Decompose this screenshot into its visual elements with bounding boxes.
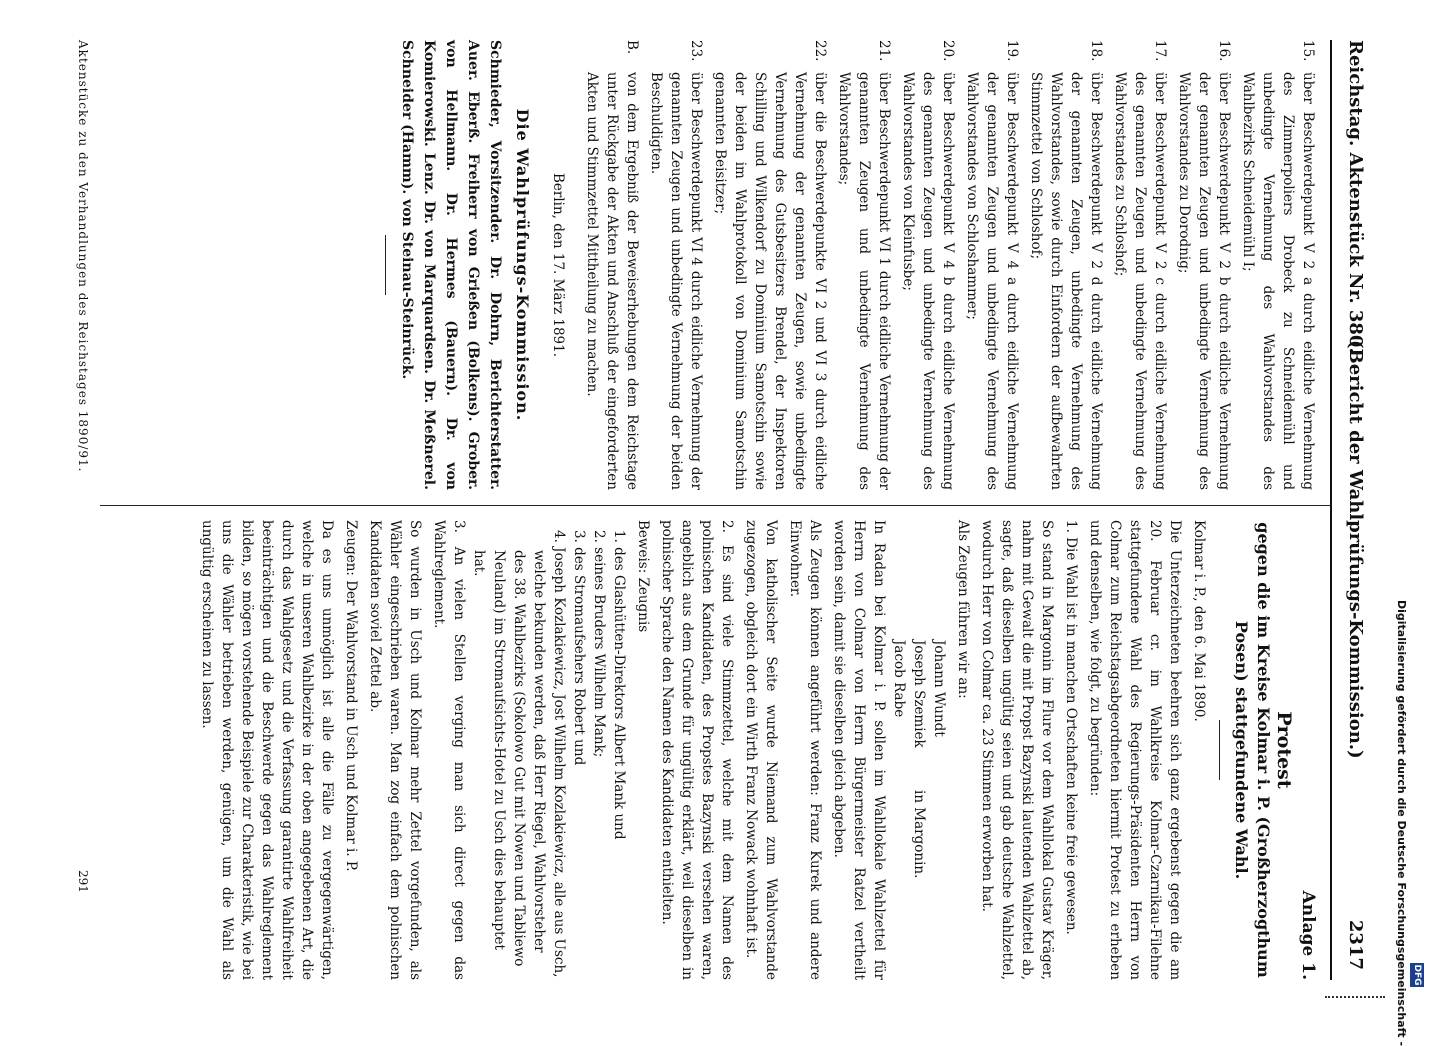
- paragraph: 1. Die Wahl ist in manchen Ortschaften keine freie gewesen.: [1063, 520, 1079, 935]
- list-item: 23.über Beschwerdepunkt VI 4 durch eidliche Vernehmung der genannten Zeugen und unbedingte Vernehmung der beiden Beschuldigten.: [648, 40, 704, 490]
- header-middle: (Bericht der Wahlprüfungs-Kommission.): [1345, 340, 1366, 759]
- place-date: Kolmar i. P., den 6. Mai 1890.: [1191, 520, 1207, 722]
- commission-title: Die Wahlprüfungs-Kommission.: [513, 108, 532, 422]
- list-item: 16.über Beschwerdepunkt V 2 b durch eidliche Vernehmung der genannten Zeugen und unbedingte Vernehmung des Wahlvorstandes zu Dorodnig;: [1176, 40, 1232, 490]
- digitization-credit: Digitalisierung gefördert durch die Deutsche Forschungsgemeinschaft -: [1395, 600, 1408, 1046]
- header-page-number: 2317: [1345, 919, 1366, 970]
- left-column: [375, 40, 1318, 490]
- list-item: 3. des Stromaufsehers Robert und: [571, 530, 587, 766]
- scan-artifact: [1325, 996, 1385, 998]
- separator: [1219, 720, 1220, 780]
- list-item: 1. des Glashütten-Direktors Albert Mank und: [611, 530, 627, 840]
- page-number: 291: [76, 870, 90, 893]
- list-item: 2. seines Bruders Wilhelm Mank;: [591, 530, 607, 758]
- paragraph: Von katholischer Seite wurde Niemand zum Wahlvorstande zugezogen, obgleich dort ein Wirth Franz Nowack wohnhaft ist.: [743, 520, 779, 980]
- separator: [385, 235, 386, 295]
- paragraph: Als Zeugen können angeführt werden: Franz Kurek und andere Einwohner.: [787, 520, 823, 980]
- list-item: 20.über Beschwerdepunkt V 4 b durch eidliche Vernehmung des genannten Zeugen und unbedingte Vernehmung des Wahlvorstandes von Kleinfusbe;: [900, 40, 956, 490]
- annex-label: Anlage 1.: [1298, 890, 1318, 980]
- list-item: 19.über Beschwerdepunkt V 4 a durch eidliche Vernehmung der genannten Zeugen und unbedingte Vernehmung des Wahlvorstandes von Schloshammer;: [964, 40, 1020, 490]
- witness-name: Jacob Rabe: [891, 640, 907, 718]
- paragraph: Beweis: Zeugnis: [635, 520, 651, 633]
- witness-name: Johann Wundt: [931, 640, 947, 737]
- column-divider: [100, 505, 1330, 506]
- protest-title: Protest: [1273, 711, 1295, 789]
- paragraph: Da es uns unmöglich ist alle die Fälle zu vergegenwärtigen, welche in unseren Wahlbezirke in der oben angegebenen Art, die durch das Wahlgesetz und die Verfassung garantirte Wahlfreiheit beeinträchtigen und die Beschwerde gegen das Wahlreglement bilden, so mögen vorstehende Beispiele zur Charakteristik, wie bei uns die Wähler betrieben werden, genügen, um die Wahl als ungültig erscheinen zu lassen.: [199, 520, 335, 980]
- list-item: 22.über die Beschwerdepunkte VI 2 und VI 3 durch eidliche Vernehmung der genannten Zeugen, sowie unbedingte Vernehmung des Gutsbesitzers Brendel, der Inspektoren Schilling und Wilkendorf zu Dominium Samotschin sowie der beiden im Wahlprotokoll von Dominium Samotschin genannten Beisitzer;: [712, 40, 828, 490]
- date-line: Berlin, den 17. März 1891.: [550, 172, 566, 358]
- running-header: [1332, 40, 1372, 970]
- witness-block: [889, 520, 949, 980]
- witness-place: in Margonin.: [911, 790, 927, 879]
- right-column: [193, 520, 1318, 980]
- list-item: 21.über Beschwerdepunkt VI 1 durch eidliche Vernehmung der genannten Zeugen und unbedingte Vernehmung des Wahlvorstandes;: [836, 40, 892, 490]
- paragraph: 2. Es sind viele Stimmzettel, welche mit dem Namen des polnischen Kandidaten, des Propstes Bazynski versehen waren, angeblich aus dem Grunde für ungültig erklärt, weil dieselben in polnischer Sprache den Namen des Kandidaten enthielten.: [659, 520, 735, 980]
- paragraph: Die Unterzeichneten beehren sich ganz ergebenst gegen die am 20. Februar cr. im Wahlkreise Kolmar-Czarnikau-Filehne stattgefundene Wahl des Regierungs-Präsidenten Herrn von Colmar zum Reichstagsabgeordneten hiermit Protest zu erheben und denselben, wie folgt, zu begründen:: [1087, 520, 1183, 980]
- paragraph: In Radan bei Kolmar i. P. sollen im Wahllokale Wahlzettel für Herrn von Colmar von Herrn Bürgermeister Ratzel vertheilt worden sein, damit sie dieselben gleich abgeben.: [831, 520, 887, 980]
- footnote: Aktenstücke zu den Verhandlungen des Reichstages 1890/91.: [76, 40, 90, 473]
- paragraph: So stand in Margonin im Flure vor dem Wahllokal Gustav Kräger, nahm mit Gewalt die mit Propst Bazynski lautenden Wahlzettel ab, sagte, daß dieselben ungültig seien und gab deutsche Wahlzettel, wodurch Herr von Colmar ca. 23 Stimmen erworben hat.: [979, 520, 1055, 980]
- list-item: 18.über Beschwerdepunkt V 2 d durch eidliche Vernehmung der genannten Zeugen, unbedingte Vernehmung des Wahlvorstandes, sowie durch Einfordern der aufbewahrten Stimmzettel von Schloshof;: [1028, 40, 1104, 490]
- witness-name: Joseph Szemiek: [911, 640, 927, 748]
- header-left: Reichstag. Aktenstück Nr. 380.: [1345, 40, 1366, 354]
- paragraph: Zeugen: Der Wahlvorstand in Usch und Kolmar i. P.: [343, 520, 359, 872]
- paragraph: So wurden in Usch und Kolmar mehr Zettel vorgefunden, als Wähler eingeschrieben waren. Man zog einfach dem polnischen Kandidaten soviel Zettel ab.: [367, 520, 423, 980]
- list-item: 17.über Beschwerdepunkt V 2 c durch eidliche Vernehmung des genannten Zeugen und unbedingte Vernehmung des Wahlvorstandes zu Schloshof;: [1112, 40, 1168, 490]
- header-rule: [1330, 40, 1332, 980]
- dfg-logo-icon: DFG: [1412, 964, 1422, 986]
- list-item: B.von dem Ergebniß der Beweiserhebungen dem Reichstage unter Rückgabe der Akten und Anschluß der eingeforderten Akten und Stimmzettel Mittheilung zu machen.: [584, 40, 640, 490]
- protest-subtitle: gegen die im Kreise Kolmar i. P. (Großherzogthum Posen) stattgefundene Wahl.: [1232, 522, 1273, 978]
- member-list: Schmieder, Vorsitzender. Dr. Dohrn, Berichterstatter. Auer. Eberß. Freiherr von Grießen (Bolkens). Grober. von Hellmann. Dr. Hermes (Bauern). Dr. von Komierowski. Lenz. Dr. von Marquardsen. Dr. Meßnerel. Schneider (Hamm). von Steinau-Steinrück.: [399, 40, 503, 490]
- paragraph: Als Zeugen führen wir an:: [955, 520, 971, 699]
- paragraph: 3. An vielen Stellen verging man sich direct gegen das Wahlreglement.: [431, 520, 467, 980]
- list-item: 4. Joseph Kozlakiewicz, Jost Wilhelm Kozlakiewicz, alle aus Usch, welche bekunden werden, daß Herr Riegel, Wahlvorsteher des 38. Wahlbezirks (Sokolowo Gut mit Nowen und Tabliewo Neuland) im Stromaufsichts-Hotel zu Usch dies behauptet hat.: [471, 530, 567, 978]
- list-item: 15.über Beschwerdepunkt V 2 a durch eidliche Vernehmung des Zimmerpoliers Drobeck zu Schneidemühl und unbedingte Vernehmung des Wahlvorstandes des Wahlbezirks Schneidemühl I;: [1240, 40, 1316, 490]
